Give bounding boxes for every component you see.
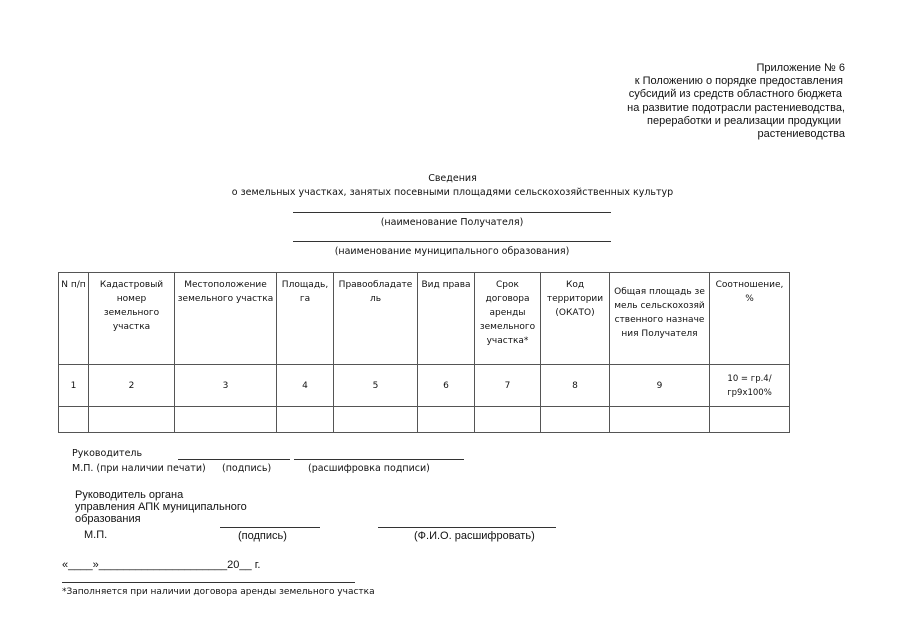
header-cell: Соотношение, % [710,273,790,365]
header-cell: Вид права [418,273,475,365]
table-cell[interactable] [710,407,790,433]
number-cell: 4 [277,365,334,407]
table-cell[interactable] [89,407,175,433]
agency-sign-label: (подпись) [238,530,287,542]
decode-label: (расшифровка подписи) [308,463,430,474]
footnote-divider [62,582,355,583]
table-header-row [59,273,790,365]
municipality-caption: (наименование муниципального образования) [334,246,570,257]
agency-head-line1: Руководитель органа [75,489,184,501]
header-cell: N п/п [59,273,89,365]
number-cell: 9 [610,365,710,407]
table-number-row [59,365,790,407]
header-cell: Площадь, га [277,273,334,365]
footnote: *Заполняется при наличии договора аренды земельного участка [62,587,375,597]
number-cell: 7 [475,365,541,407]
header-cell: Срок договора аренды земельного участка* [475,273,541,365]
document-title [0,172,905,200]
table-cell[interactable] [610,407,710,433]
stamp-label: М.П. (при наличии печати) [72,463,206,474]
appendix-line: растениеводства [757,128,845,141]
agency-fio-label: (Ф.И.О. расшифровать) [414,530,535,542]
header-cell: Правообладатель [334,273,418,365]
plots-table [58,272,790,433]
agency-signature-line [220,527,320,528]
number-cell: 10 = гр.4/гр9х100% [710,365,790,407]
agency-head-line2: управления АПК муниципального [75,501,247,513]
appendix-line: к Положению о порядке предоставления [634,75,843,88]
header-cell: Местоположение земельного участка [175,273,277,365]
appendix-line: Приложение № 6 [756,62,845,74]
municipality-line [293,241,611,242]
date-line: «____»_____________________20__ г. [62,559,261,571]
number-cell: 3 [175,365,277,407]
sign-label: (подпись) [222,463,272,474]
number-cell: 2 [89,365,175,407]
head-label: Руководитель [72,448,143,459]
number-cell: 8 [541,365,610,407]
agency-fio-line [378,527,556,528]
header-cell: Общая площадь земель сельскохозяйственного назначения Получателя [610,273,710,365]
agency-head-line3: образования [75,513,141,525]
number-cell: 1 [59,365,89,407]
recipient-caption: (наименование Получателя) [380,217,524,228]
table-cell[interactable] [59,407,89,433]
decode-line [294,459,464,460]
recipient-line [293,212,611,213]
header-cell: Кадастровый номер земельного участка [89,273,175,365]
appendix-line: субсидий из средств областного бюджета [628,88,842,101]
agency-head-label [75,489,247,525]
number-cell: 5 [334,365,418,407]
title-line2: о земельных участках, занятых посевными площадями сельскохозяйственных культур [231,187,674,198]
appendix-line: переработки и реализации продукции [647,114,841,127]
number-cell: 6 [418,365,475,407]
table-cell[interactable] [541,407,610,433]
table-cell[interactable] [334,407,418,433]
appendix-header [627,62,845,141]
table-empty-row [59,407,790,433]
appendix-line: на развитие подотрасли растениеводства, [627,101,845,114]
table-cell[interactable] [175,407,277,433]
table-cell[interactable] [475,407,541,433]
signature-line [178,459,290,460]
header-cell: Код территории (ОКАТО) [541,273,610,365]
agency-stamp-label: М.П. [84,529,108,541]
title-line1: Сведения [428,173,477,184]
table-cell[interactable] [418,407,475,433]
table-cell[interactable] [277,407,334,433]
